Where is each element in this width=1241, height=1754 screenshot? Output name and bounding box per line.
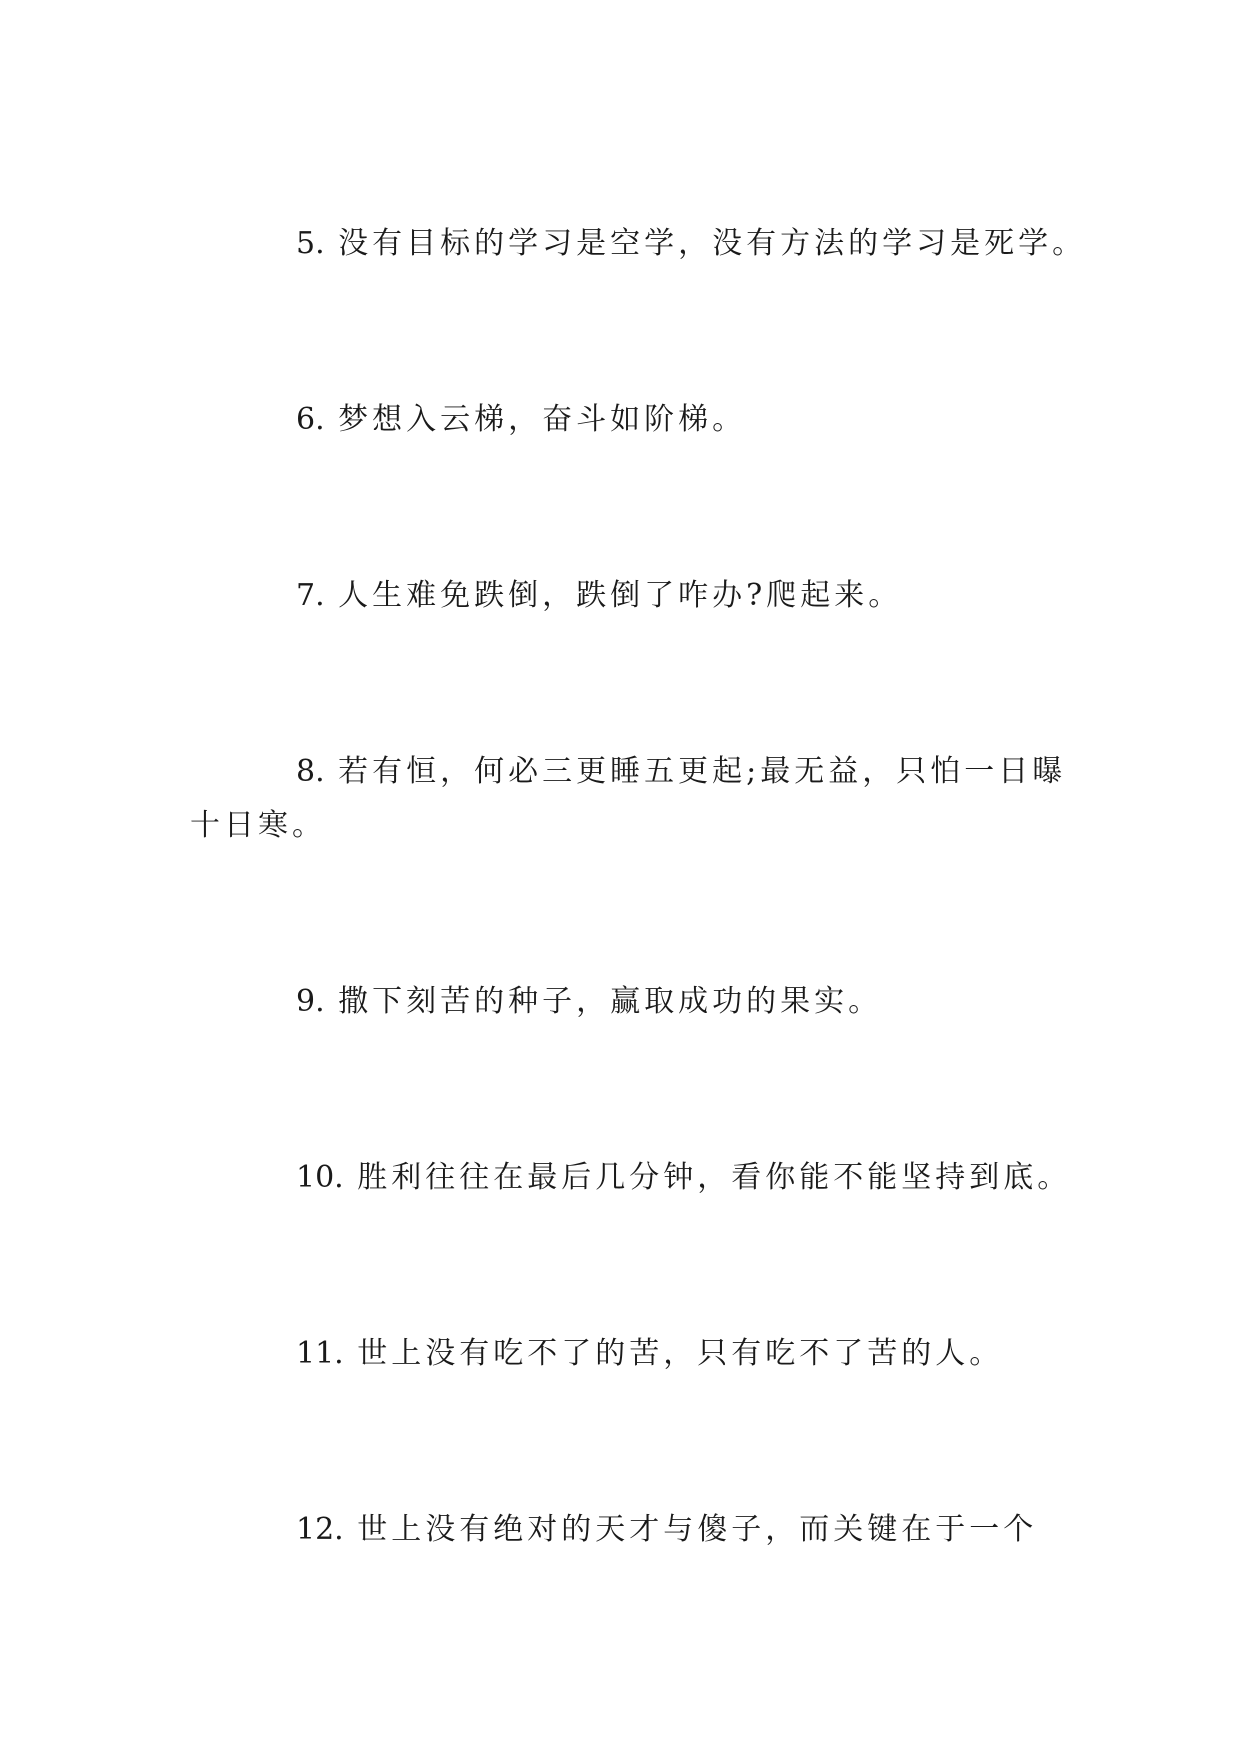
list-item <box>296 1510 1037 1550</box>
item-text: 撒下刻苦的种子，赢取成功的果实。 <box>338 984 883 1019</box>
list-item <box>296 576 902 616</box>
item-text-continuation: 十日寒。 <box>190 808 326 843</box>
item-number: 6. <box>296 402 325 437</box>
item-text: 人生难免跌倒，跌倒了咋办?爬起来。 <box>338 578 903 613</box>
item-number: 7. <box>296 578 325 613</box>
list-item <box>296 982 882 1022</box>
item-number: 10. <box>296 1160 344 1195</box>
list-item <box>296 1158 1071 1198</box>
list-item <box>296 1334 1003 1374</box>
item-text: 没有目标的学习是空学，没有方法的学习是死学。 <box>338 226 1087 261</box>
item-text: 梦想入云梯，奋斗如阶梯。 <box>338 402 747 437</box>
list-item-continuation <box>190 806 326 846</box>
item-text: 若有恒，何必三更睡五更起;最无益，只怕一日曝 <box>338 754 1067 789</box>
item-number: 8. <box>296 754 325 789</box>
list-item <box>296 224 1086 264</box>
list-item <box>296 752 1066 792</box>
item-number: 9. <box>296 984 325 1019</box>
item-text: 胜利往往在最后几分钟，看你能不能坚持到底。 <box>357 1160 1072 1195</box>
item-text: 世上没有绝对的天才与傻子，而关键在于一个 <box>357 1512 1038 1547</box>
item-number: 11. <box>296 1336 344 1371</box>
item-number: 12. <box>296 1512 344 1547</box>
item-text: 世上没有吃不了的苦，只有吃不了苦的人。 <box>357 1336 1004 1371</box>
list-item <box>296 400 746 440</box>
item-number: 5. <box>296 226 325 261</box>
